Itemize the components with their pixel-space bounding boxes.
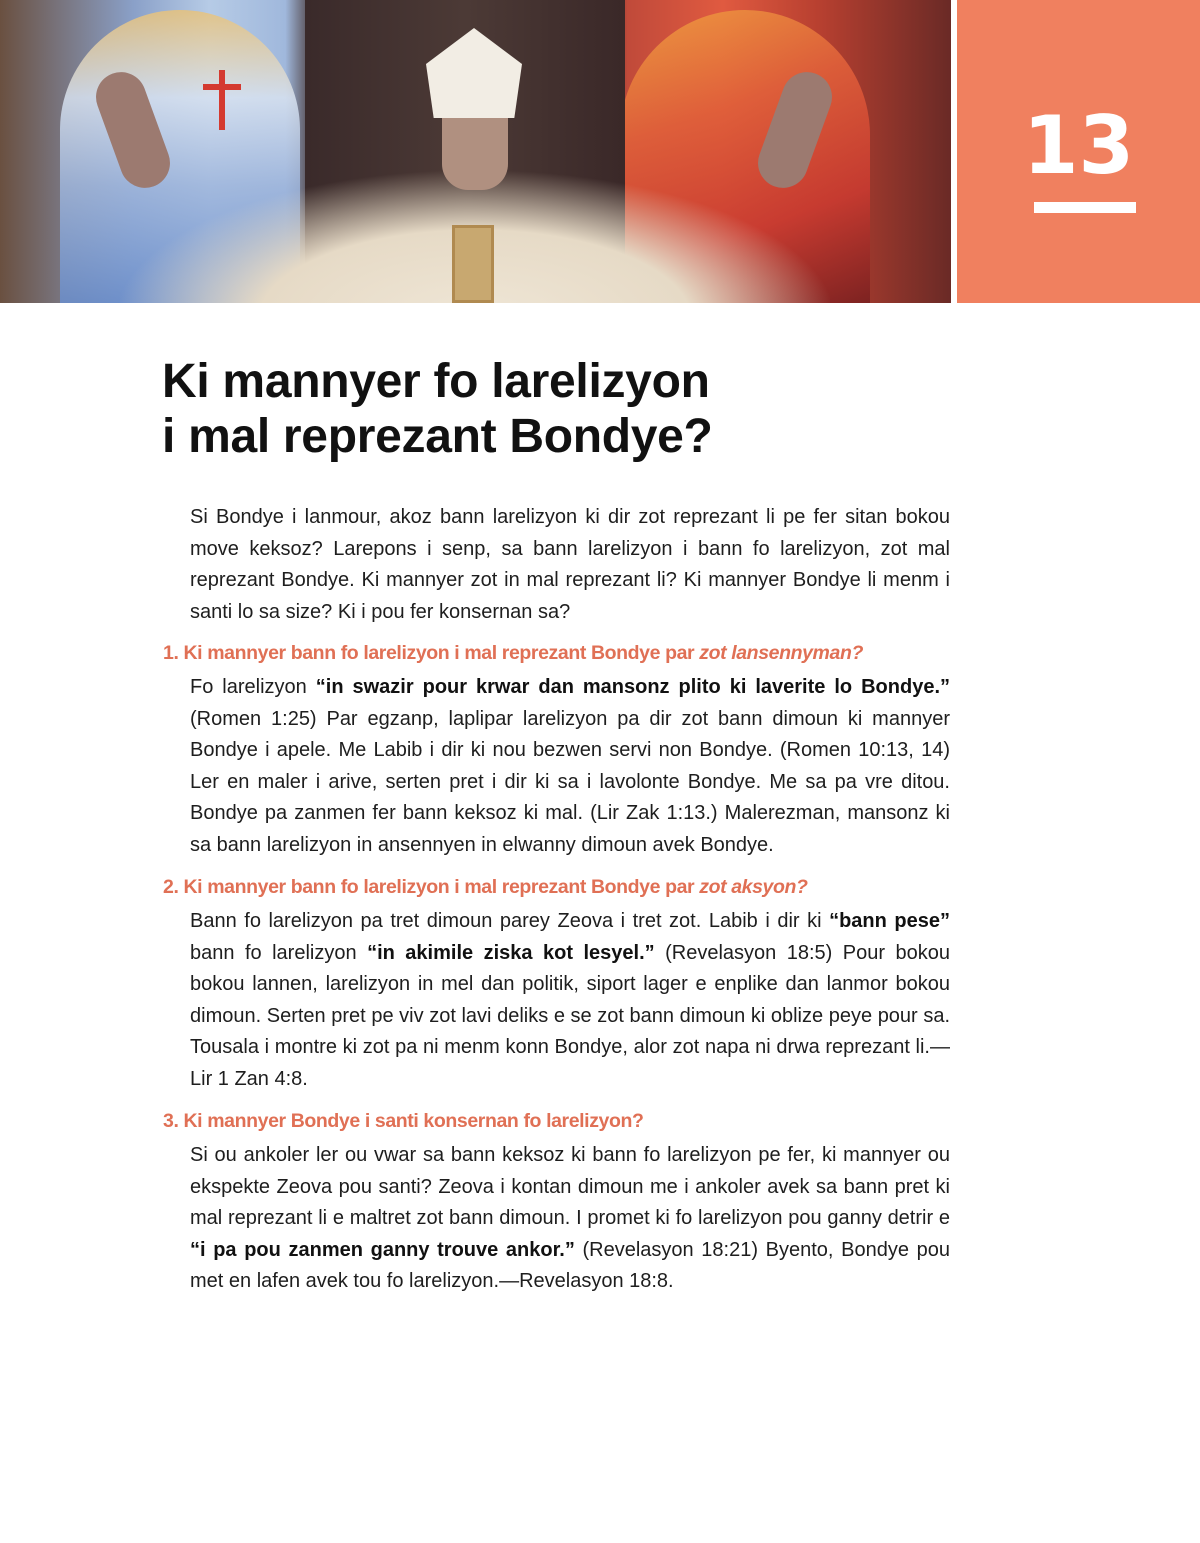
section-body (190, 906, 950, 1095)
body-text: (Romen 1:25) Par egzanp, laplipar larelizyon pa dir zot bann dimoun ki mannyer Bondye i apele. Me Labib i dir ki nou bezwen servi non Bondye. (Romen 10:13, 14) Ler en maler i arive, serten pret i dir ki sa i lavolonte Bondye. Me sa pa vre ditou. Bondye pa zanmen fer bann keksoz ki mal. (Lir Zak 1:13.) Malerezman, mansonz ki sa bann larelizyon in ansennyen in elwanny dimoun avek Bondye. (190, 707, 950, 856)
title-line-2: i mal reprezant Bondye? (162, 410, 713, 463)
question-number: 3. (163, 1110, 179, 1132)
question-text: Ki mannyer bann fo larelizyon i mal reprezant Bondye par (183, 876, 700, 898)
cross-icon (219, 70, 225, 130)
scripture-quote: “in akimile ziska kot lesyel.” (367, 941, 655, 964)
question-emphasis: zot lansennyman? (699, 642, 863, 664)
chapter-underline (1034, 202, 1136, 213)
question-emphasis: zot aksyon? (699, 876, 808, 898)
stole (452, 225, 494, 303)
intro-paragraph: Si Bondye i lanmour, akoz bann larelizyon ki dir zot reprezant li pe fer sitan bokou move keksoz? Larepons i senp, sa bann larelizyon i bann fo larelizyon, zot mal reprezant Bondye. Ki mannyer zot in mal reprezant li? Ki mannyer Bondye li menm i santi lo sa size? Ki i pou fer konsernan sa? (190, 506, 950, 623)
question-number: 1. (163, 642, 179, 664)
body-text: Bann fo larelizyon pa tret dimoun parey Zeova i tret zot. Labib i dir ki (190, 910, 830, 932)
section-3 (163, 1106, 953, 1298)
scripture-quote: “in swazir pour krwar dan mansonz plito ki laverite lo Bondye.” (315, 676, 950, 698)
cross-icon-bar (203, 84, 241, 90)
body-text: (Revelasyon 18:5) Pour bokou bokou lannen, larelizyon in mel dan politik, siport lager e enplike dan lanmor bokou dimoun. Serten pret pe viv zot lavi deliks e se zot bann dimoun ki oblize peye pour sa. Tousala i montre ki zot pa ni menm konn Bondye, alor zot napa ni drwa reprezant li.—Lir 1 Zan 4:8. (190, 941, 950, 1090)
question-heading (163, 638, 953, 668)
body-text: Fo larelizyon (190, 676, 316, 698)
title-line-1: Ki mannyer fo larelizyon (162, 355, 710, 408)
question-heading (163, 872, 953, 902)
hero-photo (0, 0, 951, 303)
section-body (190, 672, 950, 861)
question-heading (163, 1106, 953, 1136)
section-1 (163, 638, 953, 861)
page-title (162, 354, 862, 464)
question-number: 2. (163, 876, 179, 898)
chapter-number: 13 (1022, 99, 1135, 192)
section-2 (163, 872, 953, 1095)
lesson-content (163, 502, 953, 1309)
body-text: (Revelasyon 18:21) Byento, Bondye pou met en lafen avek tou fo larelizyon.—Revelasyon 18:8. (190, 1238, 950, 1292)
body-text: Si ou ankoler ler ou vwar sa bann keksoz ki bann fo larelizyon pe fer, ki mannyer ou ekspekte Zeova pou santi? Zeova i kontan dimoun me i ankoler avek sa bann pret ki mal reprezant li e maltret zot bann dimoun. I promet ki fo larelizyon pou ganny detrir e (190, 1144, 950, 1229)
question-text: Ki mannyer bann fo larelizyon i mal reprezant Bondye par (183, 642, 700, 664)
section-body (190, 1140, 950, 1298)
scripture-quote: “i pa pou zanmen ganny trouve ankor.” (190, 1238, 575, 1261)
scripture-quote: “bann pese” (829, 910, 951, 932)
chapter-badge (957, 0, 1200, 303)
body-text: bann fo larelizyon (190, 941, 368, 964)
question-text: Ki mannyer Bondye i santi konsernan fo larelizyon? (183, 1110, 644, 1132)
